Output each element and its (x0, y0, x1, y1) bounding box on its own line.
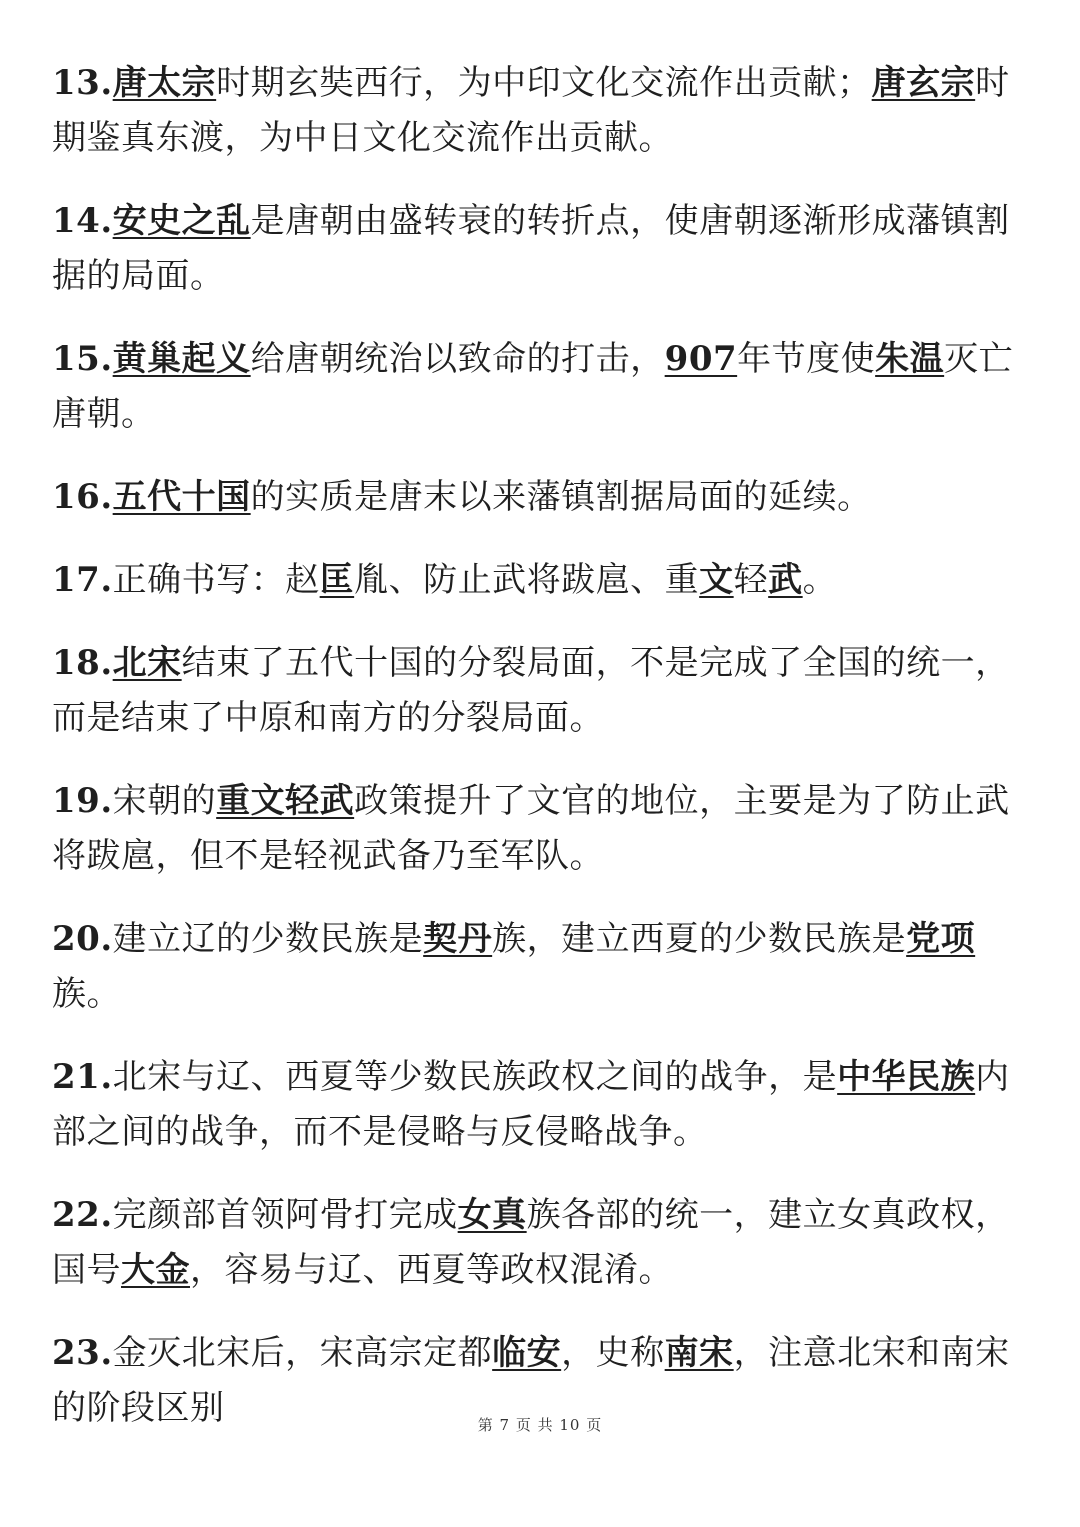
key-term: 唐太宗 (112, 63, 217, 103)
item-text: ，注意北宋和南宋的阶段区别 (52, 1333, 1010, 1428)
item-number: 19. (52, 781, 113, 821)
knowledge-point (52, 636, 1042, 746)
item-text: 金灭北宋后，宋高宗定都 (112, 1333, 493, 1373)
key-term: 五代十国 (112, 477, 251, 517)
knowledge-point-list (52, 56, 1042, 1464)
item-text: 年节度使 (737, 339, 876, 379)
item-text: 给唐朝统治以致命的打击， (250, 339, 665, 379)
item-text: 。 (802, 560, 838, 600)
item-text: 族。 (52, 974, 121, 1014)
key-term: 党项 (906, 919, 976, 959)
item-text: 胤、防止武将跋扈、重 (354, 560, 700, 600)
item-number: 21. (52, 1057, 113, 1097)
knowledge-point (52, 1188, 1042, 1298)
knowledge-point (52, 553, 1042, 608)
key-term: 临安 (492, 1333, 562, 1373)
item-text: 政策提升了文官的地位，主要是为了防止武将跋扈，但不是轻视武备乃至军队。 (52, 781, 1010, 876)
item-text: 轻 (733, 560, 769, 600)
item-number: 13. (52, 63, 113, 103)
key-term: 契丹 (423, 919, 493, 959)
item-text: 内部之间的战争，而不是侵略与反侵略战争。 (52, 1057, 1010, 1152)
item-text: 时期鉴真东渡，为中日文化交流作出贡献。 (52, 63, 1010, 158)
item-text: ，史称 (561, 1333, 665, 1373)
item-number: 20. (52, 919, 113, 959)
knowledge-point (52, 56, 1042, 166)
key-term: 武 (768, 560, 803, 600)
key-term: 重文轻武 (216, 781, 355, 821)
knowledge-point (52, 1050, 1042, 1160)
key-term: 唐玄宗 (871, 63, 976, 103)
item-text: 灭亡唐朝。 (52, 339, 1014, 434)
item-number: 14. (52, 201, 113, 241)
key-term: 907 (664, 339, 738, 379)
item-number: 17. (52, 560, 113, 600)
item-text: 完颜部首领阿骨打完成 (112, 1195, 458, 1235)
key-term: 文 (699, 560, 734, 600)
item-number: 15. (52, 339, 113, 379)
item-number: 22. (52, 1195, 113, 1235)
key-term: 中华民族 (837, 1057, 976, 1097)
knowledge-point (52, 912, 1042, 1022)
key-term: 安史之乱 (112, 201, 251, 241)
knowledge-point (52, 332, 1042, 442)
knowledge-point (52, 470, 1042, 525)
knowledge-point (52, 194, 1042, 304)
item-text: 是唐朝由盛转衰的转折点，使唐朝逐渐形成藩镇割据的局面。 (52, 201, 1010, 296)
item-text: 时期玄奘西行，为中印文化交流作出贡献； (216, 63, 872, 103)
item-text: 正确书写：赵 (112, 560, 320, 600)
item-text: 结束了五代十国的分裂局面，不是完成了全国的统一，而是结束了中原和南方的分裂局面。 (52, 643, 1010, 738)
key-term: 女真 (457, 1195, 527, 1235)
item-text: 族各部的统一，建立女真政权，国号 (52, 1195, 1010, 1290)
key-term: 北宋 (112, 643, 182, 683)
item-number: 16. (52, 477, 113, 517)
item-text: 族，建立西夏的少数民族是 (492, 919, 907, 959)
page-footer: 第 7 页 共 10 页 (477, 1416, 603, 1434)
key-term: 匡 (319, 560, 355, 600)
key-term: 黄巢起义 (112, 339, 251, 379)
key-term: 朱温 (875, 339, 945, 379)
item-number: 18. (52, 643, 113, 683)
item-text: 的实质是唐末以来藩镇割据局面的延续。 (250, 477, 872, 517)
item-text: 北宋与辽、西夏等少数民族政权之间的战争，是 (112, 1057, 838, 1097)
item-text: 宋朝的 (112, 781, 217, 821)
item-text: 建立辽的少数民族是 (112, 919, 424, 959)
knowledge-point (52, 774, 1042, 884)
key-term: 南宋 (664, 1333, 734, 1373)
item-number: 23. (52, 1333, 113, 1373)
item-text: ，容易与辽、西夏等政权混淆。 (190, 1250, 673, 1290)
key-term: 大金 (121, 1250, 190, 1290)
